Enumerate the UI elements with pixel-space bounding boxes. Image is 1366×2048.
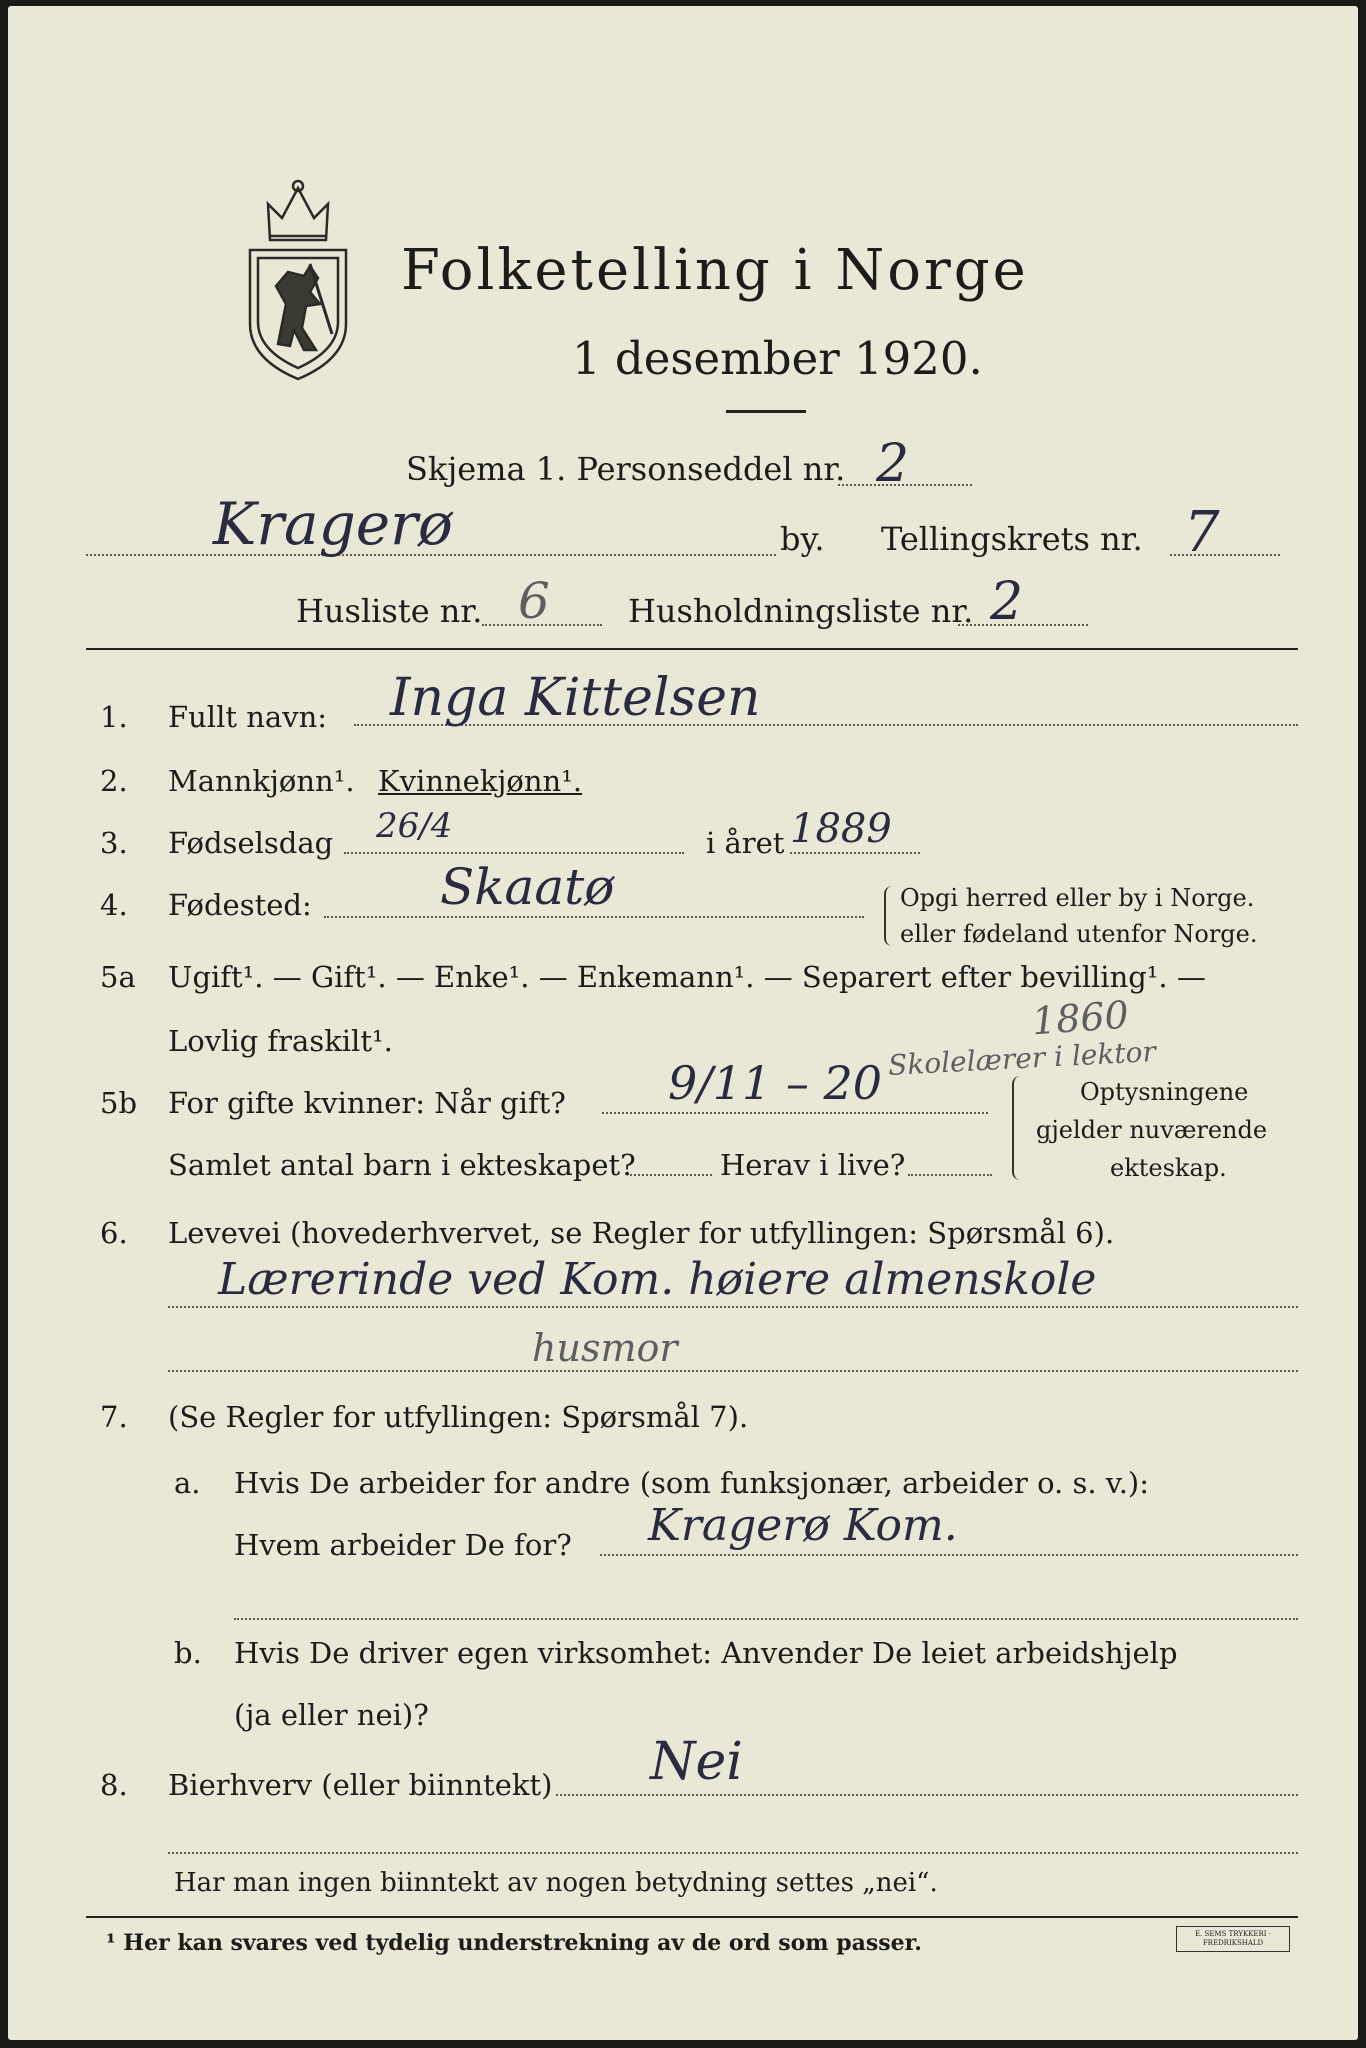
birth-year-label: i året [706,826,785,860]
occupation-value-1: Lærerinde ved Kom. høiere almenskole [218,1254,1097,1305]
employer-value: Kragerø Kom. [648,1500,958,1551]
side-income-value: Nei [650,1732,743,1792]
schema-value: 2 [876,434,910,494]
marriage-note-brace [1012,1076,1022,1180]
marriage-note-1: Optysningene [1080,1078,1249,1106]
q1-number: 1. [100,700,128,734]
district-label: Tellingskrets nr. [881,520,1143,558]
coat-of-arms-icon [240,174,356,384]
pencil-occupation-note: Skolelærer i lektor [887,1035,1157,1082]
q7a-letter: a. [174,1466,201,1500]
form-title: Folketelling i Norge [401,238,1029,303]
q5b-number: 5b [100,1086,138,1120]
pencil-year-note: 1860 [1030,992,1131,1044]
town-suffix: by. [780,520,825,558]
district-value: 7 [1184,500,1220,565]
birthplace-note-2: eller fødeland utenfor Norge. [900,920,1258,948]
hired-help-label[interactable]: (ja eller nei)? [234,1698,429,1732]
birthplace-value: Skaatø [440,858,615,916]
birth-year-value: 1889 [790,806,892,852]
side-income-label: Bierhverv (eller biinntekt) [168,1768,553,1802]
birthplace-note-brace [884,886,894,946]
occupation-label: Levevei (hovederhvervet, se Regler for utfyllingen: Spørsmål 6). [168,1216,1115,1250]
footnote: ¹ Her kan svares ved tydelig understrekning av de ord som passer. [106,1930,922,1956]
marital-status-options[interactable]: Ugift¹. — Gift¹. — Enke¹. — Enkemann¹. — Separert efter bevilling¹. — [168,960,1206,994]
header-rule [86,648,1298,650]
house-value: 6 [518,572,550,630]
employer-label: Hvem arbeider De for? [234,1528,572,1562]
q7b-letter: b. [174,1636,202,1670]
birthplace-note-1: Opgi herred eller by i Norge. [900,884,1255,912]
q4-label: Fødested: [168,888,312,922]
marriage-note-2: gjelder nuværende [1036,1116,1268,1144]
q7-label: (Se Regler for utfyllingen: Spørsmål 7). [168,1400,749,1434]
gender-male-option[interactable]: Mannkjønn¹. [168,764,355,798]
q6-number: 6. [100,1216,128,1250]
q7a-line1: Hvis De arbeider for andre (som funksjonær, arbeider o. s. v.): [234,1466,1150,1500]
q8-number: 8. [100,1768,128,1802]
q3-number: 3. [100,826,128,860]
occupation-field-2[interactable] [168,1370,1298,1372]
q3-label: Fødselsdag [168,826,334,860]
employer-field[interactable] [600,1554,1298,1556]
alive-field[interactable] [908,1174,992,1176]
footnote-rule [86,1916,1298,1918]
full-name-value: Inga Kittelsen [390,668,761,728]
married-date-label: For gifte kvinner: Når gift? [168,1086,566,1120]
side-income-field[interactable] [556,1794,1298,1796]
census-form [8,6,1358,2040]
q1-label: Fullt navn: [168,700,328,734]
schema-label: Skjema 1. Personseddel nr. [406,450,846,488]
side-income-note: Har man ingen biinntekt av nogen betydning settes „nei“. [174,1868,938,1898]
q4-number: 4. [100,888,128,922]
birthday-field[interactable] [344,852,684,854]
household-label: Husholdningsliste nr. [628,592,974,630]
employer-field-2[interactable] [234,1618,1298,1620]
title-divider [726,410,806,413]
q7b-line1: Hvis De driver egen virksomhet: Anvender De leiet arbeidshjelp [234,1636,1178,1670]
town-value: Kragerø [213,490,453,558]
occupation-field-1[interactable] [168,1306,1298,1308]
alive-label: Herav i live? [720,1148,906,1182]
census-date: 1 desember 1920. [572,332,983,385]
side-income-field-2[interactable] [168,1852,1298,1854]
house-label: Husliste nr. [296,592,483,630]
birthplace-field[interactable] [324,916,864,918]
q5a-number: 5a [100,960,136,994]
q2-number: 2. [100,764,128,798]
marriage-note-3: ekteskap. [1110,1154,1227,1182]
birth-year-field[interactable] [790,852,920,854]
married-date-field[interactable] [602,1112,988,1114]
occupation-value-2: husmor [532,1326,678,1370]
household-value: 2 [990,572,1024,632]
q7-number: 7. [100,1400,128,1434]
children-field[interactable] [630,1174,712,1176]
birthday-value: 26/4 [376,806,453,846]
marital-status-divorced[interactable]: Lovlig fraskilt¹. [168,1024,393,1058]
children-label: Samlet antal barn i ekteskapet? [168,1148,636,1182]
printer-mark: E. SEMS TRYKKERI · FREDRIKSHALD [1176,1926,1290,1952]
gender-female-option[interactable]: Kvinnekjønn¹. [378,764,583,798]
married-date-value: 9/11 – 20 [668,1056,883,1110]
